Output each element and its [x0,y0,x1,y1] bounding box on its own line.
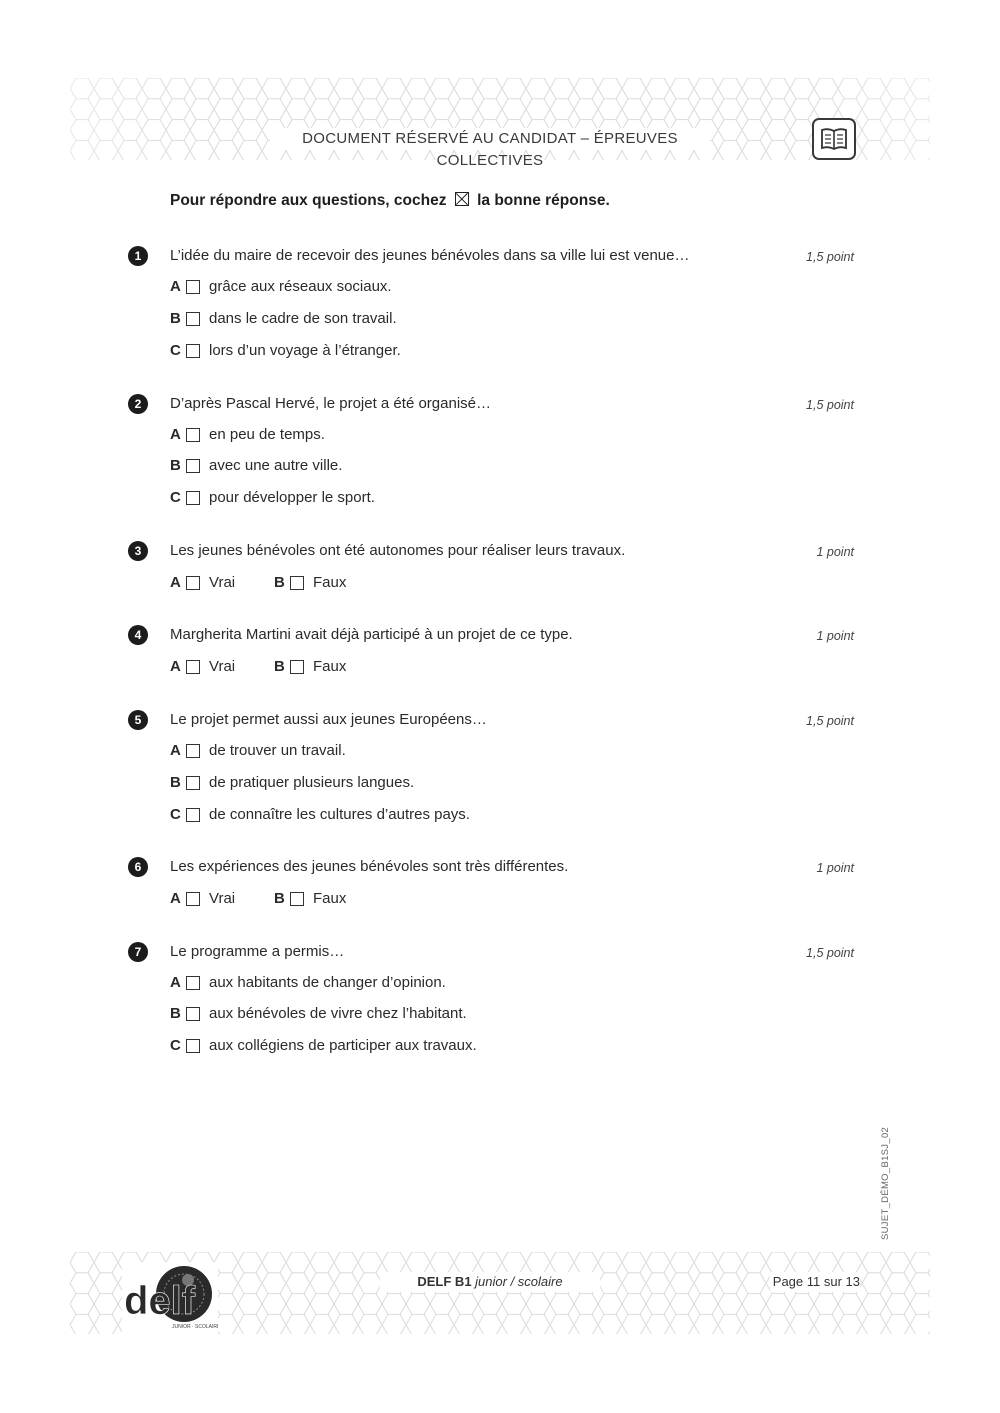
option-letter: B [274,574,285,591]
option-letter: A [170,426,181,443]
answer-checkbox[interactable] [186,660,200,674]
header-title: DOCUMENT RÉSERVÉ AU CANDIDAT – ÉPREUVES COLLECTIVES [270,128,710,150]
option-text: de connaître les cultures d’autres pays. [209,806,470,823]
option-text: de pratiquer plusieurs langues. [209,774,415,791]
answer-checkbox[interactable] [186,491,200,505]
option-a[interactable] [170,889,235,909]
option-c[interactable] [170,341,401,361]
option-b[interactable] [274,657,346,677]
question-text: L’idée du maire de recevoir des jeunes bénévoles dans sa ville lui est venue… [170,247,690,264]
question-points: 1 point [816,545,854,559]
answer-checkbox[interactable] [186,776,200,790]
option-text: de trouver un travail. [209,742,346,759]
option-a[interactable] [170,277,392,297]
question-text: D’après Pascal Hervé, le projet a été organisé… [170,395,491,412]
answer-checkbox[interactable] [186,976,200,990]
option-text: en peu de temps. [209,426,325,443]
option-c[interactable] [170,1036,477,1056]
answer-checkbox[interactable] [186,344,200,358]
option-text: dans le cadre de son travail. [209,310,397,327]
answer-checkbox[interactable] [186,428,200,442]
option-letter: A [170,974,181,991]
option-text: lors d’un voyage à l’étranger. [209,342,401,359]
answer-checkbox[interactable] [186,892,200,906]
option-b[interactable] [170,773,414,793]
option-letter: B [274,658,285,675]
answer-checkbox[interactable] [186,744,200,758]
answer-checkbox[interactable] [186,1039,200,1053]
option-c[interactable] [170,805,470,825]
option-text: aux collégiens de participer aux travaux. [209,1037,477,1054]
question-points: 1,5 point [806,946,854,960]
instruction-text-after: la bonne réponse. [477,192,610,209]
question-text: Margherita Martini avait déjà participé à un projet de ce type. [170,626,573,643]
logo-wordmark: delf [124,1279,196,1323]
question-points: 1,5 point [806,714,854,728]
footer-exam-level: junior / scolaire [475,1274,563,1289]
document-code: SUJET_DÉMO_B1SJ_02 [880,1126,891,1240]
footer-exam [380,1272,600,1292]
option-a[interactable] [170,573,235,593]
question-points: 1,5 point [806,398,854,412]
answer-checkbox[interactable] [186,312,200,326]
question-text: Les expériences des jeunes bénévoles sont très différentes. [170,858,569,875]
option-letter: B [274,890,285,907]
option-text: Faux [313,658,347,675]
answer-checkbox[interactable] [186,808,200,822]
option-text: Vrai [209,890,236,907]
question-number: 3 [128,541,148,561]
option-a[interactable] [170,973,446,993]
page-number: Page 11 sur 13 [770,1272,860,1292]
option-letter: A [170,574,181,591]
option-letter: B [170,774,181,791]
option-letter: B [170,1005,181,1022]
answer-checkbox[interactable] [186,280,200,294]
option-letter: C [170,1037,181,1054]
option-c[interactable] [170,488,375,508]
answer-checkbox[interactable] [186,576,200,590]
answer-checkbox[interactable] [290,892,304,906]
option-b[interactable] [274,889,346,909]
option-text: Faux [313,574,347,591]
option-letter: A [170,658,181,675]
question-text: Le programme a permis… [170,943,345,960]
option-a[interactable] [170,741,346,761]
option-text: avec une autre ville. [209,457,343,474]
option-text: Faux [313,890,347,907]
option-letter: A [170,890,181,907]
question-number: 7 [128,942,148,962]
question-points: 1 point [816,629,854,643]
question-points: 1 point [816,861,854,875]
answer-checkbox[interactable] [290,660,304,674]
delf-logo [122,1262,218,1334]
question-number: 1 [128,246,148,266]
answer-checkbox[interactable] [186,1007,200,1021]
option-b[interactable] [170,1004,467,1024]
option-a[interactable] [170,657,235,677]
option-letter: C [170,489,181,506]
option-text: aux habitants de changer d’opinion. [209,974,446,991]
option-letter: B [170,310,181,327]
question-number: 6 [128,857,148,877]
option-letter: A [170,742,181,759]
option-b[interactable] [274,573,346,593]
instruction [170,192,610,210]
option-text: Vrai [209,658,236,675]
option-a[interactable] [170,425,325,445]
option-letter: C [170,342,181,359]
question-number: 2 [128,394,148,414]
option-text: grâce aux réseaux sociaux. [209,278,392,295]
question-number: 5 [128,710,148,730]
question-text: Les jeunes bénévoles ont été autonomes pour réaliser leurs travaux. [170,542,626,559]
answer-checkbox[interactable] [290,576,304,590]
option-text: pour développer le sport. [209,489,375,506]
checked-box-icon [455,192,469,206]
option-text: aux bénévoles de vivre chez l’habitant. [209,1005,467,1022]
option-letter: A [170,278,181,295]
book-icon [812,118,856,160]
question-text: Le projet permet aussi aux jeunes Européens… [170,711,487,728]
option-b[interactable] [170,309,397,329]
answer-checkbox[interactable] [186,459,200,473]
logo-subtitle: JUNIOR · SCOLAIRE [172,1324,218,1330]
question-points: 1,5 point [806,250,854,264]
question-number: 4 [128,625,148,645]
option-text: Vrai [209,574,236,591]
instruction-text-before: Pour répondre aux questions, cochez [170,192,447,209]
footer-exam-name: DELF B1 [417,1274,472,1289]
option-letter: C [170,806,181,823]
option-b[interactable] [170,456,342,476]
option-letter: B [170,457,181,474]
